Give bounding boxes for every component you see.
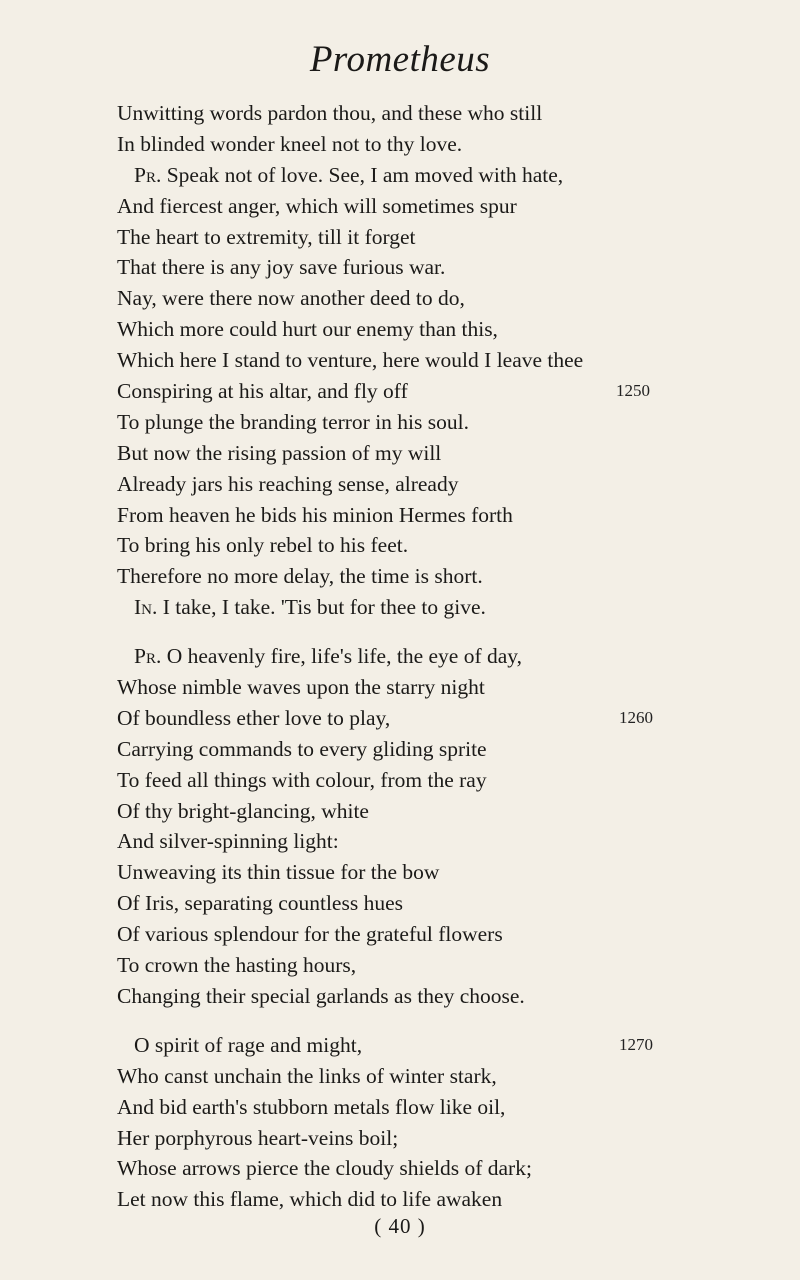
running-header: Prometheus [309, 39, 491, 80]
verse-line: Nay, were there now another deed to do, [117, 286, 465, 311]
verse-line [117, 641, 717, 672]
verse-line: Which more could hurt our enemy than this, [117, 317, 498, 342]
page-number: ( 40 ) [374, 1214, 426, 1238]
verse-text: I take, I take. 'Tis but for thee to give. [162, 595, 486, 620]
stanza-gap [117, 1012, 717, 1030]
verse-line [117, 1030, 717, 1061]
line-number: 1270 [619, 1034, 653, 1054]
speaker-label: In. [134, 595, 158, 620]
verse-line [117, 703, 717, 734]
verse-line [117, 160, 717, 191]
verse-text: Conspiring at his altar, and fly off [117, 379, 408, 404]
verse-line: Whose nimble waves upon the starry night [117, 675, 485, 700]
verse-line: Therefore no more delay, the time is short. [117, 564, 483, 589]
verse-line: That there is any joy save furious war. [117, 255, 446, 280]
verse-line [117, 376, 717, 407]
verse-text: Speak not of love. See, I am moved with hate, [166, 162, 564, 187]
verse-line: Unwitting words pardon thou, and these who still [117, 101, 543, 125]
verse-line: Of thy bright-glancing, white [117, 798, 369, 823]
verse-line: But now the rising passion of my will [117, 440, 442, 465]
verse-text: O heavenly fire, life's life, the eye of day, [166, 644, 523, 669]
verse-text: Of boundless ether love to play, [117, 705, 391, 730]
verse-line: And fiercest anger, which will sometimes spur [117, 193, 517, 218]
stanza-gap [117, 623, 717, 641]
verse-line: From heaven he bids his minion Hermes forth [117, 502, 513, 527]
verse-line: And bid earth's stubborn metals flow like oil, [117, 1094, 506, 1119]
verse-line: Which here I stand to venture, here would I leave thee [117, 348, 584, 373]
speaker-label: Pr. [134, 644, 162, 669]
verse-line: The heart to extremity, till it forget [117, 224, 416, 249]
verse-line: Unweaving its thin tissue for the bow [117, 860, 440, 885]
verse-text: O spirit of rage and might, [134, 1032, 363, 1057]
verse-line: Already jars his reaching sense, already [117, 471, 459, 496]
poem-text [117, 98, 717, 1215]
verse-line: To plunge the branding terror in his soul. [117, 409, 469, 434]
verse-line: In blinded wonder kneel not to thy love. [117, 131, 463, 156]
verse-line: To feed all things with colour, from the ray [117, 767, 487, 792]
verse-line: Of Iris, separating countless hues [117, 891, 403, 916]
verse-line: Let now this flame, which did to life awaken [117, 1187, 503, 1212]
verse-line: Changing their special garlands as they choose. [117, 983, 525, 1008]
line-number: 1260 [619, 707, 653, 727]
verse-line: Carrying commands to every gliding sprite [117, 736, 487, 761]
verse-line: To bring his only rebel to his feet. [117, 533, 409, 558]
verse-line: Of various splendour for the grateful flowers [117, 922, 503, 947]
verse-line [117, 592, 717, 623]
verse-line: To crown the hasting hours, [117, 953, 357, 978]
verse-line: And silver-spinning light: [117, 829, 339, 854]
line-number: 1250 [616, 381, 650, 401]
verse-line: Her porphyrous heart-veins boil; [117, 1125, 399, 1150]
verse-line: Whose arrows pierce the cloudy shields of dark; [117, 1156, 532, 1181]
speaker-label: Pr. [134, 162, 162, 187]
verse-line: Who canst unchain the links of winter stark, [117, 1063, 497, 1088]
